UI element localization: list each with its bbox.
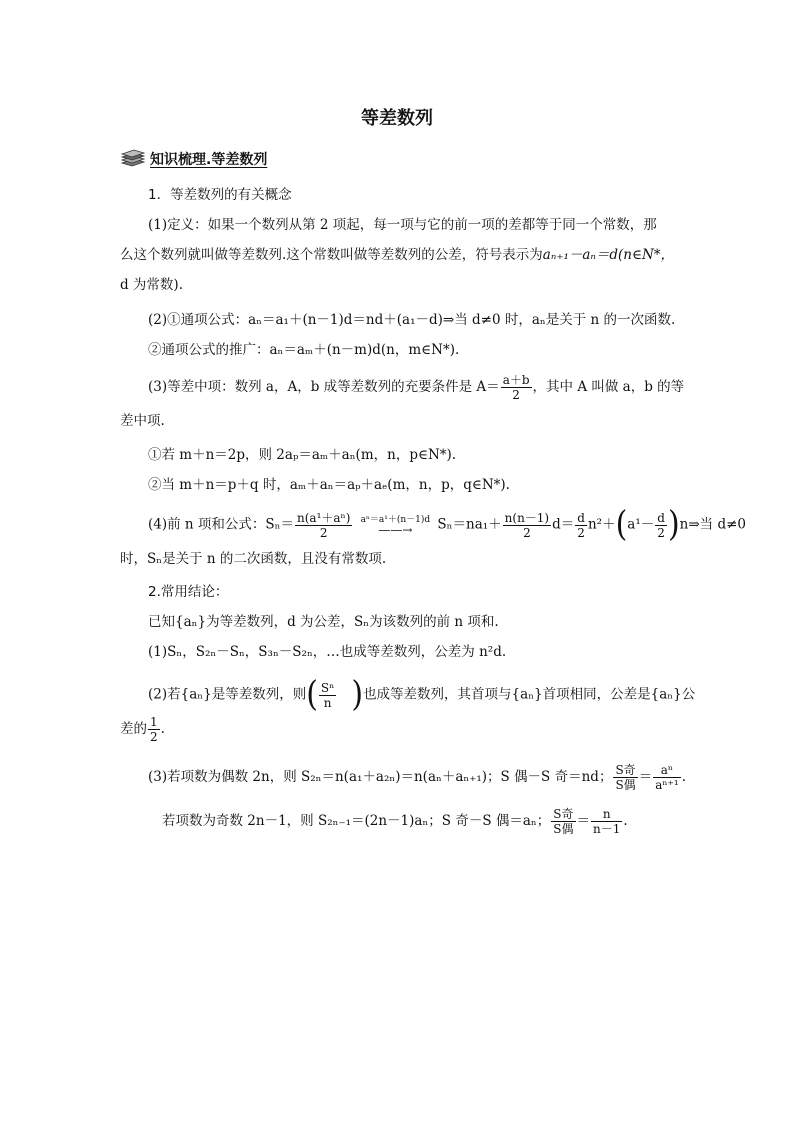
an-ratio-fraction (653, 764, 681, 791)
arrow-label: aⁿ＝a¹＋(n－1)d (360, 514, 431, 525)
conclusion-given: 已知{aₙ}为等差数列，d 为公差，Sₙ为该数列的前 n 项和. (148, 614, 499, 630)
property-1: ①若 m＋n＝2p，则 2aₚ＝aₘ＋aₙ(m，n，p∈N*). (148, 447, 457, 463)
fraction-denominator: aⁿ⁺¹ (655, 778, 679, 792)
fraction-numerator: S奇 (615, 763, 636, 777)
fraction-a-plus-b (501, 374, 532, 401)
left-brace: ( (306, 674, 318, 715)
conclusion-2-tail: 差的 (120, 721, 147, 737)
definition-line-1: (1)定义：如果一个数列从第 2 项起，每一项与它的前一项的差都等于同一个常数，那 (148, 217, 657, 233)
conclusion-1: (1)Sₙ，S₂ₙ－Sₙ，S₃ₙ－S₂ₙ，…也成等差数列，公差为 n²d. (148, 644, 507, 660)
fraction-numerator: n(n－1) (504, 510, 550, 525)
substitution-arrow (353, 516, 437, 535)
n-ratio-fraction (591, 808, 622, 835)
fraction-numerator: d (577, 510, 585, 525)
fraction-denominator: n (323, 695, 332, 710)
definition-line-2 (120, 246, 674, 264)
general-term-formula: (2)①通项公式：aₙ＝a₁＋(n－1)d＝nd＋(a₁－d)⇒当 d≠0 时，aₙ是关于 n 的一次函数. (148, 312, 676, 328)
conclusion-2-text-end: 也成等差数列，其首项与{aₙ}首项相同，公差是{aₙ}公 (363, 686, 696, 703)
fraction-numerator: n (591, 808, 622, 822)
sum-formula-line (148, 504, 747, 545)
arithmetic-mean-text: (3)等差中项：数列 a，A，b 成等差数列的充要条件是 A＝ (148, 379, 500, 395)
fraction-numerator: n(a¹＋aⁿ) (297, 510, 351, 525)
definition-formula: aₙ₊₁－aₙ＝d(n∈N*， (542, 247, 675, 263)
fraction-numerator: aⁿ (653, 764, 681, 778)
section-title: 知识梳理.等差数列 (150, 152, 268, 168)
conclusion-2-line-2 (120, 716, 165, 743)
fraction-denominator: 2 (512, 388, 520, 402)
sum-formula-part-d: n²＋ (587, 516, 616, 533)
heading-conclusions: 2.常用结论： (148, 584, 229, 600)
fraction-denominator: S偶 (553, 822, 574, 836)
fraction-denominator: 2 (657, 525, 665, 540)
fraction-numerator: 1 (150, 715, 158, 729)
odd-over-even-fraction (613, 764, 637, 791)
sn-over-n-fraction (319, 682, 336, 709)
heading-concepts: 1．等差数列的有关概念 (148, 187, 292, 203)
arrow-icon: ——→ (378, 522, 413, 537)
arithmetic-mean-line-2: 差中项. (120, 413, 165, 429)
sum-formula-part-b: Sₙ＝na₁＋ (437, 516, 502, 533)
property-2: ②当 m＋n＝p＋q 时，aₘ＋aₙ＝aₚ＋aₑ(m，n，p，q∈N*). (148, 477, 510, 493)
books-icon (120, 149, 146, 169)
sum-formula-intro: (4)前 n 项和公式：Sₙ＝ (148, 516, 294, 533)
equals-sign: ＝ (576, 813, 590, 829)
right-brace: ) (351, 674, 364, 715)
even-terms-text: (3)若项数为偶数 2n，则 S₂ₙ＝n(a₁＋a₂ₙ)＝n(aₙ＋aₙ₊₁)；S 偶－S 奇＝nd； (148, 769, 613, 785)
fraction-denominator: n－1 (593, 822, 621, 836)
fraction-denominator: 2 (523, 525, 531, 540)
fraction-numerator: S奇 (553, 807, 574, 821)
period: . (623, 813, 628, 829)
sum-fraction-4 (655, 512, 667, 539)
arithmetic-mean-text-end: ，其中 A 叫做 a，b 的等 (532, 379, 685, 395)
fraction-denominator: S偶 (615, 778, 636, 792)
sum-formula-part-c: d＝ (552, 516, 575, 533)
sum-formula-line-2: 时，Sₙ是关于 n 的二次函数，且没有常数项. (120, 551, 387, 567)
equals-sign: ＝ (638, 769, 653, 785)
odd-terms-text: 若项数为奇数 2n－1，则 S₂ₙ₋₁＝(2n－1)aₙ；S 奇－S 偶＝aₙ； (162, 813, 551, 829)
general-term-extension: ②通项公式的推广：aₙ＝aₘ＋(n－m)d(n，m∈N*). (148, 342, 460, 358)
sum-fraction-3 (575, 512, 587, 539)
conclusion-3-odd (162, 808, 628, 835)
conclusion-2-text: (2)若{aₙ}是等差数列，则 (148, 686, 307, 703)
arithmetic-mean-line (148, 374, 684, 401)
odd-over-even-fraction (551, 808, 575, 835)
fraction-denominator: 2 (577, 525, 585, 540)
fraction-numerator: Sⁿ (320, 680, 335, 695)
fraction-denominator: 2 (150, 730, 158, 744)
sum-formula-part-e: a¹－ (627, 516, 655, 533)
period: . (681, 769, 686, 785)
period: . (160, 721, 165, 737)
sum-fraction-2 (503, 512, 551, 539)
page-title: 等差数列 (361, 108, 433, 129)
definition-text: 么这个数列就叫做等差数列.这个常数叫做等差数列的公差，符号表示为 (120, 247, 543, 263)
fraction-denominator: 2 (319, 525, 328, 540)
sum-fraction-1 (295, 512, 352, 539)
half-fraction (148, 716, 160, 743)
left-paren: ( (615, 504, 628, 545)
fraction-numerator: a＋b (502, 373, 530, 387)
conclusion-2-line (148, 674, 696, 715)
right-paren: ) (667, 504, 680, 545)
fraction-numerator: d (657, 510, 665, 525)
definition-line-3: d 为常数). (120, 277, 183, 293)
section-header (120, 148, 267, 170)
sum-formula-part-f: n⇒当 d≠0 (679, 516, 747, 533)
conclusion-3-even (148, 764, 686, 791)
